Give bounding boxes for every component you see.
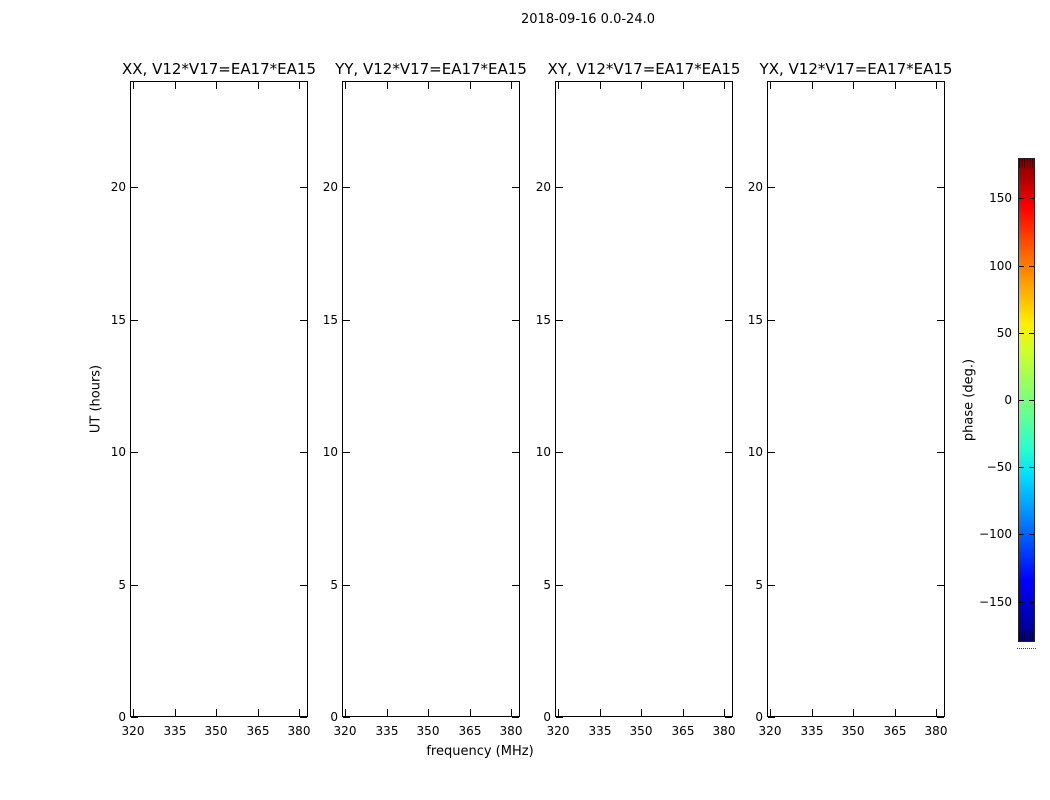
colorbar-tick (1019, 602, 1024, 603)
y-tick-label: 0 (118, 710, 126, 724)
x-tick (216, 709, 217, 716)
y-tick (512, 585, 519, 586)
y-tick (937, 452, 944, 453)
x-tick (387, 82, 388, 89)
x-tick-label: 350 (204, 724, 228, 738)
x-tick (133, 82, 134, 89)
y-tick (131, 717, 138, 718)
colorbar-tick (1019, 266, 1024, 267)
x-tick-label: 320 (758, 724, 782, 738)
y-tick (725, 585, 732, 586)
figure-suptitle: 2018-09-16 0.0-24.0 (521, 12, 655, 27)
y-tick-label: 20 (110, 180, 126, 194)
y-tick (343, 320, 350, 321)
x-tick (683, 709, 684, 716)
subplot-yy (322, 60, 527, 738)
y-tick-label: 10 (747, 445, 763, 459)
colorbar-tick-label: −100 (979, 527, 1012, 541)
x-tick-label: 365 (458, 724, 482, 738)
y-tick (725, 187, 732, 188)
y-tick (343, 717, 350, 718)
x-tick (853, 709, 854, 716)
y-tick (937, 187, 944, 188)
x-tick-label: 335 (588, 724, 612, 738)
y-tick (512, 717, 519, 718)
x-tick (216, 82, 217, 89)
x-tick (175, 709, 176, 716)
subplot-title: XX, V12*V17=EA17*EA15 (121, 60, 317, 78)
colorbar-tick (1029, 333, 1034, 334)
subplot-title: YX, V12*V17=EA17*EA15 (759, 60, 953, 78)
x-tick (812, 82, 813, 89)
colorbar-underline-dots (1017, 648, 1036, 649)
subplot-yx (747, 60, 953, 738)
x-tick-label: 350 (841, 724, 865, 738)
x-tick-label: 380 (924, 724, 948, 738)
y-tick-label: 5 (330, 578, 338, 592)
x-tick-label: 365 (883, 724, 907, 738)
subplot-title: YY, V12*V17=EA17*EA15 (335, 60, 527, 78)
y-tick (768, 187, 775, 188)
y-tick (300, 320, 307, 321)
colorbar-tick (1019, 534, 1024, 535)
colorbar-tick-label: 150 (989, 191, 1012, 205)
x-tick-label: 380 (287, 724, 311, 738)
y-tick-label: 5 (543, 578, 551, 592)
y-tick (131, 585, 138, 586)
x-tick (600, 709, 601, 716)
y-tick (725, 717, 732, 718)
x-tick (853, 82, 854, 89)
x-tick-label: 365 (246, 724, 270, 738)
y-tick (300, 717, 307, 718)
x-tick (558, 82, 559, 89)
x-tick (299, 82, 300, 89)
y-tick-label: 15 (747, 313, 763, 327)
colorbar-tick (1029, 266, 1034, 267)
x-tick (345, 82, 346, 89)
x-tick (511, 82, 512, 89)
x-tick (641, 82, 642, 89)
x-tick (258, 82, 259, 89)
y-tick-label: 10 (535, 445, 551, 459)
y-tick-label: 0 (330, 710, 338, 724)
colorbar-tick-label: −150 (979, 595, 1012, 609)
y-tick (300, 452, 307, 453)
colorbar-tick (1019, 400, 1024, 401)
y-tick (556, 187, 563, 188)
subplot-xy (535, 60, 741, 738)
y-tick-label: 10 (322, 445, 338, 459)
y-tick (937, 717, 944, 718)
colorbar-tick-label: 0 (1004, 393, 1012, 407)
x-tick (428, 82, 429, 89)
y-tick-label: 20 (747, 180, 763, 194)
subplot-title: XY, V12*V17=EA17*EA15 (547, 60, 741, 78)
y-tick (937, 585, 944, 586)
y-tick-label: 0 (755, 710, 763, 724)
y-tick (556, 320, 563, 321)
colorbar-tick-label: 50 (996, 326, 1012, 340)
y-tick (512, 452, 519, 453)
y-tick (725, 320, 732, 321)
y-tick (343, 187, 350, 188)
y-tick-label: 10 (110, 445, 126, 459)
x-tick (895, 709, 896, 716)
colorbar-label: phase (deg.) (961, 358, 977, 442)
x-tick (936, 709, 937, 716)
x-tick-label: 335 (800, 724, 824, 738)
x-axis-label: frequency (MHz) (426, 744, 534, 759)
x-tick (387, 709, 388, 716)
x-tick (936, 82, 937, 89)
colorbar-tick (1029, 400, 1034, 401)
x-tick (641, 709, 642, 716)
colorbar (979, 158, 1035, 642)
y-tick-label: 15 (535, 313, 551, 327)
x-tick (470, 82, 471, 89)
y-tick (768, 717, 775, 718)
x-tick (175, 82, 176, 89)
colorbar-tick-label: −50 (986, 460, 1012, 474)
x-tick-label: 350 (629, 724, 653, 738)
y-tick (131, 452, 138, 453)
y-tick (131, 187, 138, 188)
x-tick (470, 709, 471, 716)
y-tick-label: 0 (543, 710, 551, 724)
colorbar-tick (1019, 467, 1024, 468)
x-tick-label: 335 (375, 724, 399, 738)
colorbar-tick (1029, 602, 1034, 603)
x-tick (345, 709, 346, 716)
colorbar-bottom-striation (1019, 632, 1034, 641)
colorbar-tick (1029, 534, 1034, 535)
x-tick-label: 350 (416, 724, 440, 738)
y-axis-label: UT (hours) (88, 364, 104, 434)
y-tick (768, 320, 775, 321)
y-tick-label: 15 (322, 313, 338, 327)
y-tick-label: 15 (110, 313, 126, 327)
y-tick-label: 20 (322, 180, 338, 194)
y-tick-label: 5 (755, 578, 763, 592)
y-tick-label: 20 (535, 180, 551, 194)
x-tick (724, 709, 725, 716)
x-tick (724, 82, 725, 89)
y-tick (300, 585, 307, 586)
x-tick (600, 82, 601, 89)
colorbar-top-striation (1019, 159, 1034, 168)
x-tick (770, 82, 771, 89)
colorbar-tick (1029, 467, 1034, 468)
x-tick (683, 82, 684, 89)
colorbar-tick (1029, 198, 1034, 199)
colorbar-tick (1019, 198, 1024, 199)
x-tick (812, 709, 813, 716)
y-tick (343, 585, 350, 586)
x-tick (770, 709, 771, 716)
x-tick (511, 709, 512, 716)
x-tick-label: 320 (333, 724, 357, 738)
y-tick (512, 187, 519, 188)
x-tick (299, 709, 300, 716)
x-tick-label: 380 (712, 724, 736, 738)
y-tick (937, 320, 944, 321)
x-tick-label: 380 (499, 724, 523, 738)
y-tick (556, 452, 563, 453)
x-tick-label: 365 (671, 724, 695, 738)
y-tick (768, 585, 775, 586)
y-tick (725, 452, 732, 453)
y-tick (512, 320, 519, 321)
x-tick (133, 709, 134, 716)
x-tick (258, 709, 259, 716)
subplot-xx (110, 60, 317, 738)
y-tick-label: 5 (118, 578, 126, 592)
x-tick (428, 709, 429, 716)
y-tick (768, 452, 775, 453)
x-tick (895, 82, 896, 89)
y-tick (556, 717, 563, 718)
colorbar-tick-label: 100 (989, 259, 1012, 273)
x-tick (558, 709, 559, 716)
colorbar-tick (1019, 333, 1024, 334)
y-tick (556, 585, 563, 586)
x-tick-label: 320 (546, 724, 570, 738)
y-tick (343, 452, 350, 453)
y-tick (131, 320, 138, 321)
x-tick-label: 320 (121, 724, 145, 738)
y-tick (300, 187, 307, 188)
x-tick-label: 335 (163, 724, 187, 738)
